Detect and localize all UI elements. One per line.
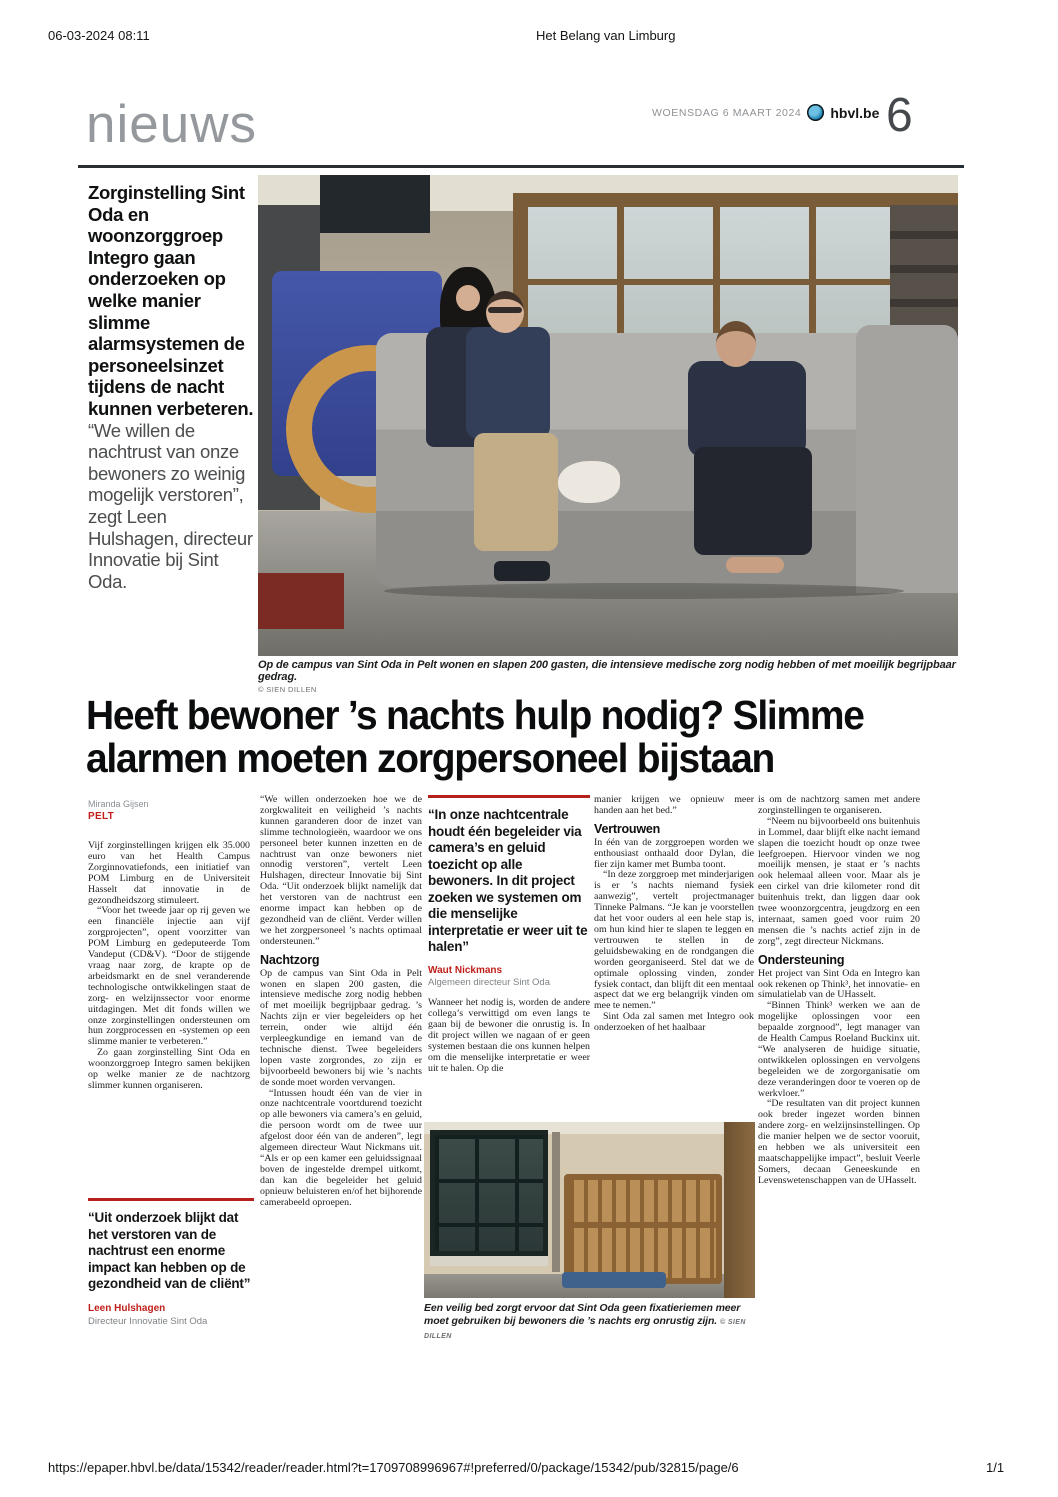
body-paragraph: manier krijgen we opnieuw meer handen aan het bed.” <box>594 795 754 816</box>
photo-caption-1 <box>258 659 958 694</box>
pull-quote-1 <box>88 1198 254 1327</box>
photo-plush-toy-shape <box>558 461 620 503</box>
article-column-5 <box>758 795 920 1343</box>
photo-shadow-shape <box>384 583 904 599</box>
pull-quote-2-name: Waut Nickmans <box>428 964 503 976</box>
section-masthead: nieuws <box>86 95 257 154</box>
body-paragraph: “Neem nu bijvoorbeeld ons buitenhuis in Lommel, daar blijft elke nacht iemand slapen die toezicht houdt op onze twee leefgroepen. Hiervoor vinden we nog moeilijk mensen, je staat er ’s nachts ook helemaal alleen voor. Maar als je een cirkel van drie kilometer rond dit buitenhuis trekt, dan liggen daar ook twee woonzorgcentra, jeugdzorg en een internaat, samen goed voor ruim 20 mensen die ’s nachts actief zijn in de zorg”, zegt directeur Nickmans. <box>758 815 920 947</box>
masthead-date: WOENSDAG 6 MAART 2024 <box>652 106 802 119</box>
byline-author: Miranda Gijsen <box>88 799 149 809</box>
hbvl-globe-icon <box>807 104 824 121</box>
body-paragraph: is om de nachtzorg samen met andere zorginstellingen te organiseren. <box>758 795 920 816</box>
print-footer-page-indicator: 1/1 <box>986 1460 1005 1475</box>
photo-red-mat-shape <box>258 573 344 629</box>
article-column-4 <box>594 795 754 1123</box>
byline-location: PELT <box>88 811 115 822</box>
photo-blue-mat-shape <box>562 1272 666 1288</box>
page-number: 6 <box>886 89 913 142</box>
body-paragraph: Het project van Sint Oda en Integro kan ook rekenen op Think³, het innovatie- en simulatielab van de UHasselt. <box>758 967 920 1001</box>
photo-caption-2 <box>424 1302 760 1344</box>
body-paragraph: Op de campus van Sint Oda in Pelt wonen en slapen 200 gasten, die intensieve medische zorg nodig hebben of met moeilijk begrijpbaar gedrag. ’s Nachts zijn er vier begeleiders op het terrein, onder wie altijd één verpleegkundige en iemand van de technische dienst. Twee begeleiders lopen vaste zorgrondes, zo zijn er bijvoorbeeld bewoners bij wie ’s nachts de sonde moet worden vervangen. <box>260 967 422 1088</box>
article-column-1 <box>88 841 250 1191</box>
byline <box>88 799 149 822</box>
photo-safety-bed-shape <box>564 1174 722 1284</box>
masthead-meta <box>652 104 879 121</box>
subhead-ondersteuning: Ondersteuning <box>758 952 845 967</box>
print-footer-url: https://epaper.hbvl.be/data/15342/reader/reader.html?t=1709708996967#!preferred/0/package/15342/pub/32815/page/6 <box>48 1460 739 1475</box>
photo-credit-2: © SIEN DILLEN <box>424 1318 746 1340</box>
body-paragraph: Sint Oda zal samen met Integro ook onderzoeken of het haalbaar <box>594 1011 754 1034</box>
photo-wardrobe-shape <box>724 1122 755 1298</box>
photo-window-shape <box>320 175 430 233</box>
lead-bold-text: Zorginstelling Sint Oda en woonzorggroep Integro gaan onderzoeken op welke manier slimme alarmsystemen de personeelsinzet tijdens de nacht kunnen verbeteren. <box>88 182 254 419</box>
photo-child-glasses-shape <box>488 307 522 313</box>
photo-credit-1: © SIEN DILLEN <box>258 685 317 694</box>
photo-boy-feet-shape <box>726 557 784 573</box>
body-paragraph: Zo gaan zorginstelling Sint Oda en woonzorggroep Integro samen bekijken op welke manier ze de nachtzorg slimmer kunnen organiseren. <box>88 1047 250 1091</box>
body-paragraph: “Binnen Think³ werken we aan de mogelijke oplossingen voor een bepaalde zorgnood”, legt manager van de Health Campus Roeland Buckinx uit. “We analyseren de huidige situatie, ontwikkelen oplossingen en vervolgens begeleiden we de zorgorganisatie om deze veranderingen door te voeren op de werkvloer.” <box>758 1000 920 1099</box>
body-paragraph: “De resultaten van dit project kunnen ook breder ingezet worden binnen andere zorg- en welzijnsinstellingen. Op die manier helpen we de sector vooruit, en hebben we als universiteit een maatschappelijke impact”, besluit Veerle Somers, decaan Geneeskunde en Levenswetenschappen van de UHasselt. <box>758 1098 920 1186</box>
lead-paragraph <box>88 182 256 592</box>
photo-window-shape <box>430 1130 548 1256</box>
body-paragraph: Vijf zorginstellingen krijgen elk 35.000 euro van het Health Campus Zorginnovatiefonds, een initiatief van POM Limburg en de Universiteit Hasselt dat innovatie in de gezondheidszorg stimuleert. <box>88 841 250 906</box>
subhead-vertrouwen: Vertrouwen <box>594 821 661 836</box>
photo-child-shoes-shape <box>494 561 550 581</box>
masthead-rule <box>78 165 964 168</box>
body-paragraph: Wanneer het nodig is, worden de andere collega’s verwittigd om even langs te gaan bij de bewoner die onrustig is. In dit project willen we nagaan of er geen systemen bestaan die ons kunnen helpen om die menselijke interpretatie er weer uit te halen. Op die <box>428 997 590 1074</box>
print-header-datetime: 06-03-2024 08:11 <box>48 28 150 43</box>
body-paragraph: “Voor het tweede jaar op rij geven we een financiële injectie aan vijf zorgprojecten”, opent voorzitter van POM Limburg en gedeputeerde Tom Vandeput (CD&V). “Door de stijgende vraag naar zorg, de krapte op de arbeidsmarkt en de snel veranderende technologische ontwikkelingen staat de zorg- en welzijnssector voor enorme uitdagingen. Met dit fonds willen we onze zorginstellingen ondersteunen om hun zorgprocessen en -systemen op een slimme manier te verbeteren.” <box>88 905 250 1048</box>
news-photo-livingroom <box>258 175 958 656</box>
article-column-2 <box>260 795 422 1343</box>
subhead-nachtzorg: Nachtzorg <box>260 952 320 967</box>
body-paragraph: “We willen onderzoeken hoe we de zorgkwaliteit en veiligheid ’s nachts kunnen garanderen door de inzet van slimme technologieën, waardoor we ons personeel beter kunnen inzetten en de nachtrust van onze bewoners niet onnodig verstoren”, vertelt Leen Hulshagen, directeur Innovatie bij Sint Oda. “Uit onderzoek blijkt namelijk dat het verstoren van de nachtrust een enorme impact kan hebben op de gezondheid van de cliënt. Verder willen we het zorgpersoneel ’s nachts optimaal ondersteunen.” <box>260 795 422 947</box>
pull-quote-2 <box>428 795 590 989</box>
photo-doorframe-shape <box>552 1132 560 1272</box>
article-column-3 <box>428 795 590 1125</box>
article-headline: Heeft bewoner ’s nachts hulp nodig? Slimme alarmen moeten zorgpersoneel bijstaan <box>86 692 864 781</box>
print-header-title: Het Belang van Limburg <box>536 28 676 43</box>
pull-quote-1-text: “Uit onderzoek blijkt dat het verstoren van de nachtrust een enorme impact kan hebben op de gezondheid van de cliënt” <box>88 1210 251 1291</box>
photo-sill-shape <box>430 1256 548 1266</box>
brand-logo-text: hbvl.be <box>830 104 880 121</box>
photo-boy-body-shape <box>688 361 806 457</box>
photo-couch-arm-shape <box>856 325 958 593</box>
photo-child-pants-shape <box>474 433 558 551</box>
photo-caption-2-text: Een veilig bed zorgt ervoor dat Sint Oda geen fixatieriemen meer moet gebruiken bij bewoners die ’s nachts erg onrustig zijn. <box>424 1302 741 1327</box>
lead-rest-text: “We willen de nachtrust van onze bewoners zo weinig mogelijk verstoren”, zegt Leen Hulshagen, directeur Innovatie bij Sint Oda. <box>88 419 253 592</box>
photo-bed-rail-shape <box>564 1222 722 1228</box>
photo-caption-1-text: Op de campus van Sint Oda in Pelt wonen en slapen 200 gasten, die intensieve medische zorg nodig hebben of met moeilijk begrijpbaar gedrag. <box>258 659 956 683</box>
pull-quote-2-role: Algemeen directeur Sint Oda <box>428 977 550 989</box>
body-paragraph: “Intussen houdt één van de vier in onze nachtcentrale voortdurend toezicht op alle bewoners via camera’s en geluid, die persoon wordt om de twee uur afgelost door één van de anderen”, legt algemeen directeur Waut Nickmans uit. “Als er op een kamer een geluidssignaal boven de ingestelde drempel uitkomt, dan kan die begeleider het geluid opnieuw beluisteren en/of het bijhorende camerabeeld oproepen. <box>260 1087 422 1208</box>
pull-quote-2-text: “In onze nachtcentrale houdt één begeleider via camera’s en geluid toezicht op alle bewoners. In dit project zoeken we systemen om die menselijke interpretatie er weer uit te halen” <box>428 807 588 954</box>
pull-quote-1-role: Directeur Innovatie Sint Oda <box>88 1315 208 1327</box>
pull-quote-1-name: Leen Hulshagen <box>88 1302 166 1314</box>
photo-child-body-shape <box>466 327 550 439</box>
photo-caregiver-face-shape <box>456 285 480 311</box>
body-paragraph: In één van de zorggroepen worden we enthousiast onthaald door Dylan, die fier zijn kamer met Bumba toont. <box>594 836 754 870</box>
photo-boy-legs-shape <box>694 447 812 555</box>
body-paragraph: “In deze zorggroep met minderjarigen is er ’s nachts niemand fysiek aanwezig”, vertelt projectmanager Tinneke Palmans. “Je kan je voorstellen dat het voor ouders al een hele stap is, om hun kind hier te slapen te leggen en vertrouwen te stellen in de geluidsbewaking en de rondgangen die worden georganiseerd. Stel dat we de optimale oplossing vinden, zonder fysiek contact, dan blijft dit een mentaal aspect dat we erg belangrijk vinden om mee te nemen.” <box>594 869 754 1012</box>
photo-boy-head-shape <box>716 321 756 367</box>
news-photo-bedroom <box>424 1122 755 1298</box>
